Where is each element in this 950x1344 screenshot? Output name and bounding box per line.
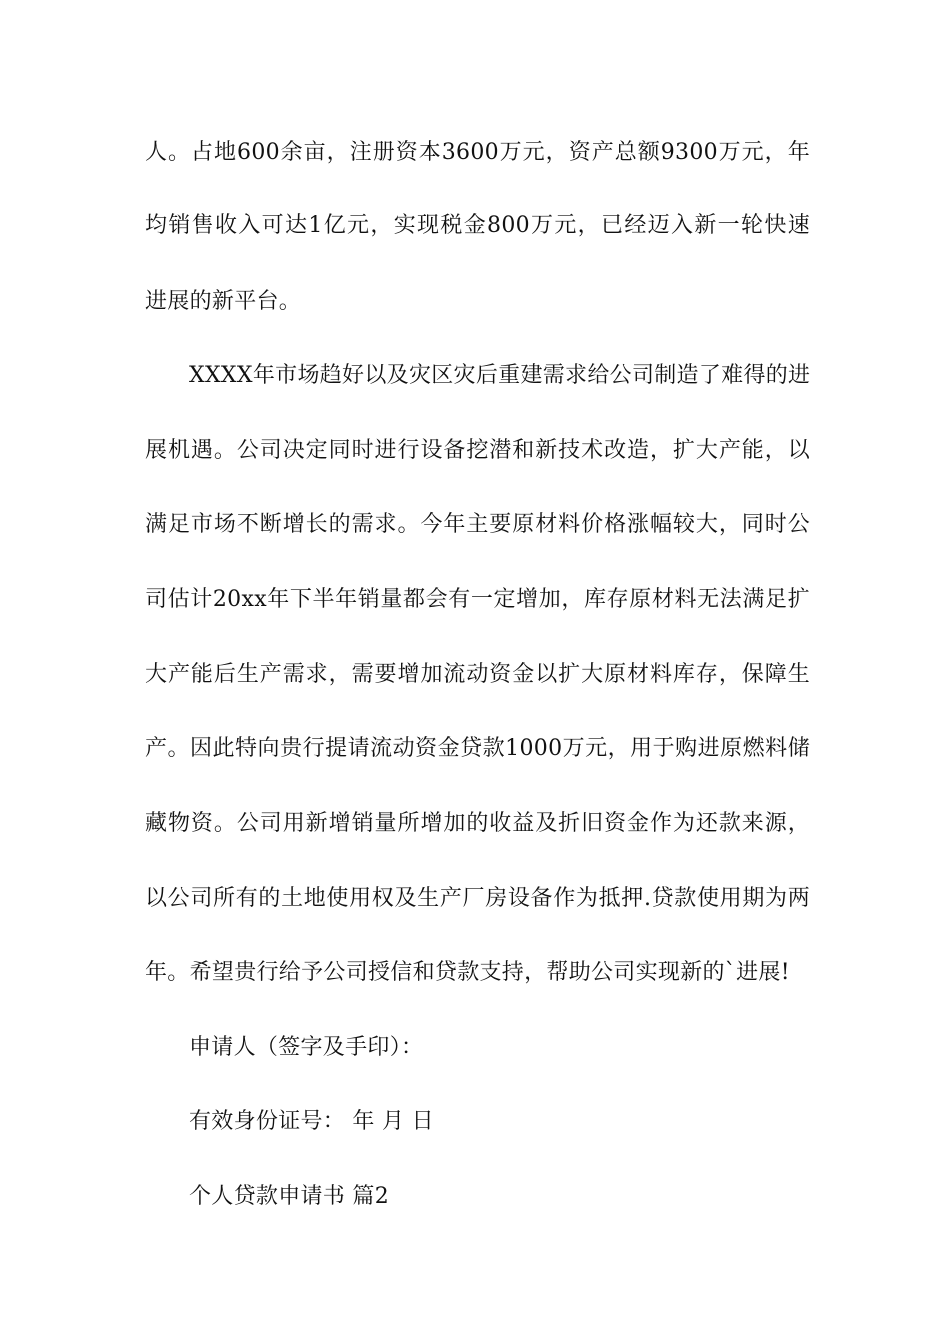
paragraph-2-line-2: 展机遇。公司决定同时进行设备挖潜和新技术改造，扩大产能，以 [145,438,810,463]
body-line-3: 进展的新平台。 [145,289,302,314]
applicant-signature-label: 申请人（签字及手印）： [189,1035,424,1060]
paragraph-2-line-8: 以公司所有的土地使用权及生产厂房设备作为抵押.贷款使用期为两 [145,886,810,911]
paragraph-2-line-1: XXXX年市场趋好以及灾区灾后重建需求给公司制造了难得的进 [189,363,811,388]
section-heading: 个人贷款申请书 篇2 [189,1184,389,1209]
paragraph-2-line-9: 年。希望贵行给予公司授信和贷款支持，帮助公司实现新的`进展! [145,960,790,985]
body-line-2: 均销售收入可达1亿元，实现税金800万元，已经迈入新一轮快速 [145,213,810,238]
paragraph-2-line-7: 藏物资。公司用新增销量所增加的收益及折旧资金作为还款来源， [145,811,810,836]
id-number-date-line: 有效身份证号： 年 月 日 [189,1109,434,1134]
paragraph-2-line-4: 司估计20xx年下半年销量都会有一定增加，库存原材料无法满足扩 [145,587,810,612]
paragraph-2-line-5: 大产能后生产需求，需要增加流动资金以扩大原材料库存，保障生 [145,662,810,687]
body-line-1: 人。占地600余亩，注册资本3600万元，资产总额9300万元，年 [145,140,810,165]
paragraph-2-line-6: 产。因此特向贵行提请流动资金贷款1000万元，用于购进原燃料储 [145,736,810,761]
paragraph-2-line-3: 满足市场不断增长的需求。今年主要原材料价格涨幅较大，同时公 [145,512,810,537]
